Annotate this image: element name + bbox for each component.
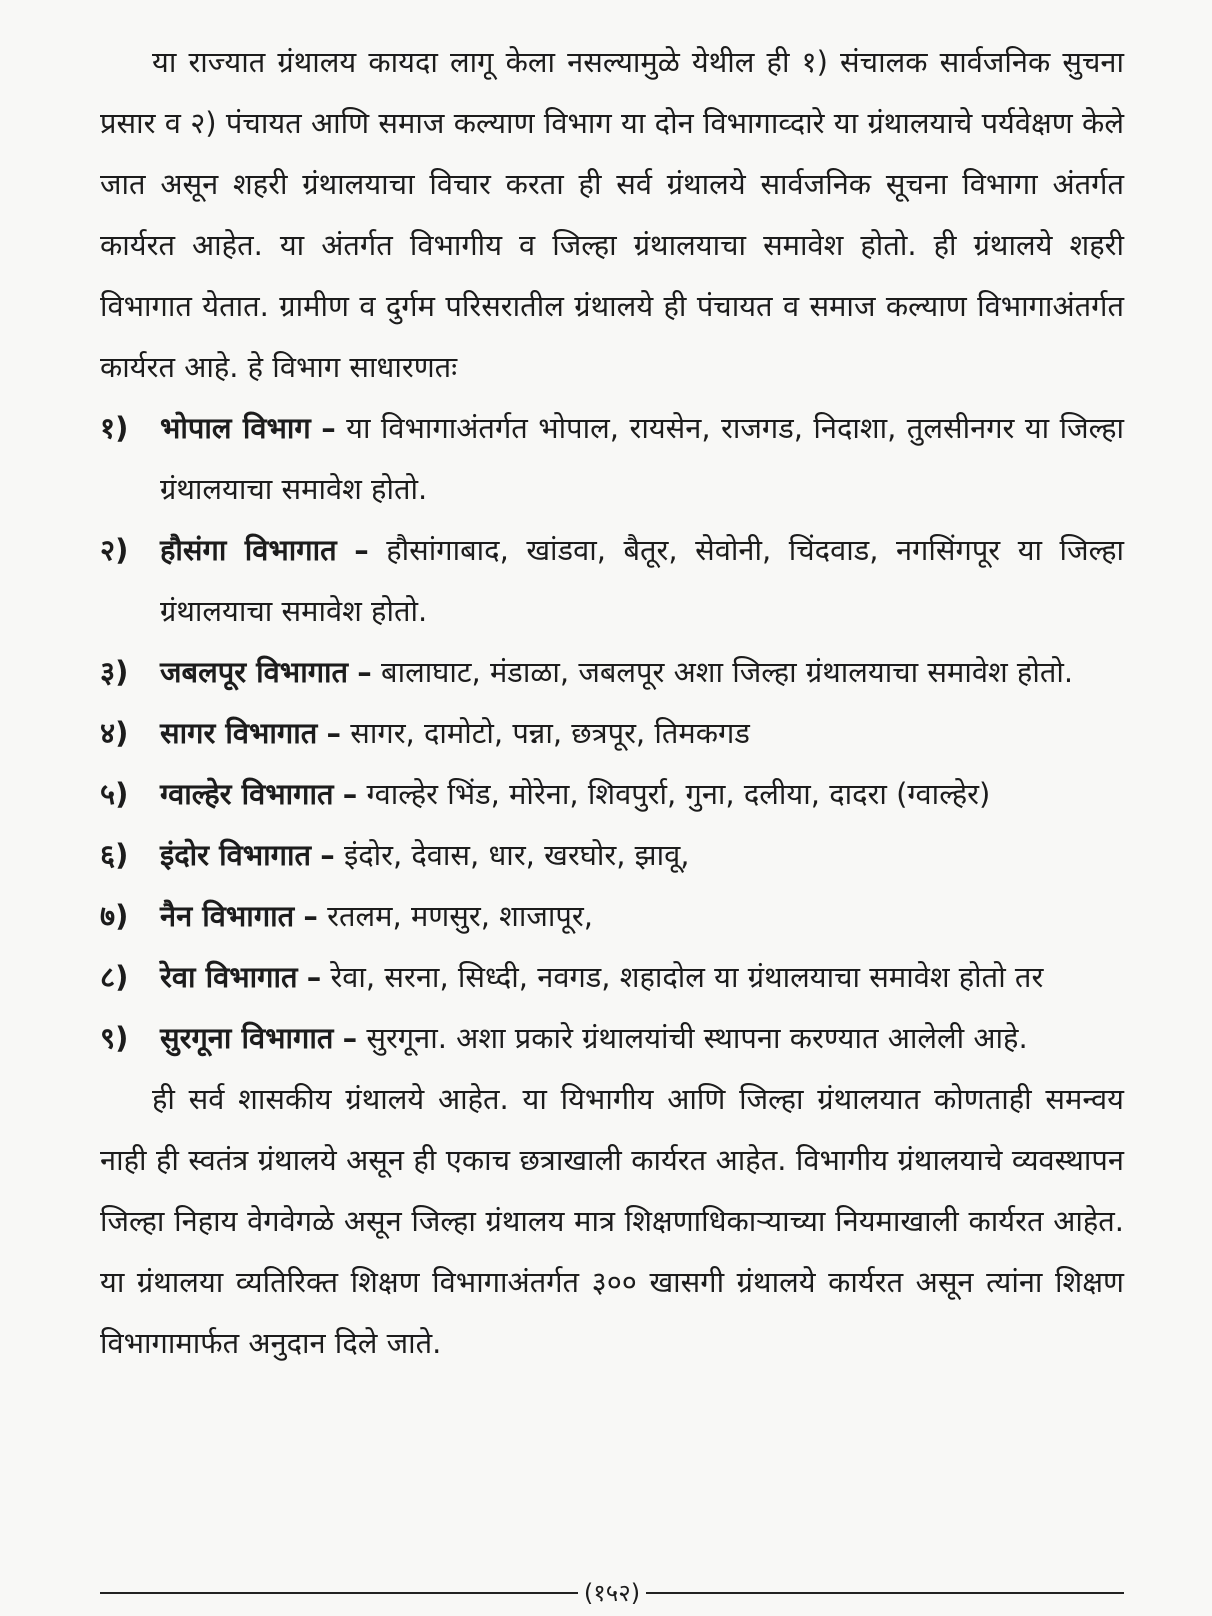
division-name: ग्वाल्हेर विभागात bbox=[160, 777, 334, 811]
division-item bbox=[100, 947, 1124, 1008]
footer-rule-right bbox=[646, 1592, 1124, 1594]
division-text: सागर, दामोटो, पन्ना, छत्रपूर, तिमकगड bbox=[350, 716, 750, 750]
division-text: हौसांगाबाद, खांडवा, बैतूर, सेवोनी, चिंदवाड, नगसिंगपूर या जिल्हा ग्रंथालयाचा समावेश होतो. bbox=[160, 533, 1124, 628]
division-text: या विभागाअंतर्गत भोपाल, रायसेन, राजगड, निदाशा, तुलसीनगर या जिल्हा ग्रंथालयाचा समावेश होतो. bbox=[160, 411, 1125, 506]
division-dash: – bbox=[320, 838, 335, 872]
intro-paragraph: या राज्यात ग्रंथालय कायदा लागू केला नसल्यामुळे येथील ही १) संचालक सार्वजनिक सुचना प्रसार व २) पंचायत आणि समाज कल्याण विभाग या दोन विभागाव्दारे या ग्रंथालयाचे पर्यवेक्षण केले जात असून शहरी ग्रंथालयाचा विचार करता ही सर्व ग्रंथालये सार्वजनिक सूचना विभागा अंतर्गत कार्यरत आहेत. या अंतर्गत विभागीय व जिल्हा ग्रंथालयाचा समावेश होतो. ही ग्रंथालये शहरी विभागात येतात. ग्रामीण व दुर्गम परिसरातील ग्रंथालये ही पंचायत व समाज कल्याण विभागाअंतर्गत कार्यरत आहे. हे विभाग साधारणतः bbox=[100, 45, 1124, 384]
division-dash: – bbox=[342, 777, 358, 811]
item-number: ८) bbox=[100, 960, 129, 994]
division-name: इंदोर विभागात bbox=[160, 838, 312, 872]
division-name: रेवा विभागात bbox=[160, 960, 298, 994]
closing-paragraph: ही सर्व शासकीय ग्रंथालये आहेत. या यिभागीय आणि जिल्हा ग्रंथालयात कोणताही समन्वय नाही ही स्वतंत्र ग्रंथालये असून ही एकाच छत्राखाली कार्यरत आहेत. विभागीय ग्रंथालयाचे व्यवस्थापन जिल्हा निहाय वेगवेगळे असून जिल्हा ग्रंथालय मात्र शिक्षणाधिकाऱ्याच्या नियमाखाली कार्यरत आहेत. या ग्रंथालया व्यतिरिक्त शिक्षण विभागाअंतर्गत ३०० खासगी ग्रंथालये कार्यरत असून त्यांना शिक्षण विभागामार्फत अनुदान दिले जाते. bbox=[100, 1082, 1124, 1360]
division-text: बालाघाट, मंडाळा, जबलपूर अशा जिल्हा ग्रंथालयाचा समावेश होतो. bbox=[381, 655, 1074, 689]
item-number: २) bbox=[100, 533, 129, 567]
division-dash: – bbox=[342, 1021, 358, 1055]
division-item bbox=[100, 764, 1124, 825]
item-number: ९) bbox=[100, 1021, 129, 1055]
page-footer bbox=[100, 1576, 1124, 1609]
division-text: रतलम, मणसुर, शाजापूर, bbox=[327, 899, 593, 933]
division-text: रेवा, सरना, सिध्दी, नवगड, शहादोल या ग्रंथालयाचा समावेश होतो तर bbox=[330, 960, 1044, 994]
item-number: १) bbox=[100, 411, 129, 445]
division-item bbox=[100, 886, 1124, 947]
item-number: ७) bbox=[100, 899, 129, 933]
division-text: ग्वाल्हेर भिंड, मोरेना, शिवपुर्रा, गुना, दलीया, दादरा (ग्वाल्हेर) bbox=[366, 777, 991, 811]
body-text bbox=[100, 32, 1124, 1374]
footer-rule-left bbox=[100, 1592, 578, 1594]
division-dash: – bbox=[354, 533, 369, 567]
division-dash: – bbox=[303, 899, 318, 933]
division-dash: – bbox=[321, 411, 336, 445]
division-name: सुरगूना विभागात bbox=[160, 1021, 334, 1055]
division-dash: – bbox=[326, 716, 342, 750]
page-number: (१५२) bbox=[583, 1579, 641, 1607]
division-name: नैन विभागात bbox=[160, 899, 295, 933]
division-name: भोपाल विभाग bbox=[160, 411, 311, 445]
item-number: ५) bbox=[100, 777, 129, 811]
division-name: जबलपूर विभागात bbox=[160, 655, 349, 689]
item-number: ३) bbox=[100, 655, 129, 689]
division-item bbox=[100, 520, 1124, 642]
division-text: इंदोर, देवास, धार, खरघोर, झावू, bbox=[343, 838, 690, 872]
division-item bbox=[100, 642, 1124, 703]
division-name: सागर विभागात bbox=[160, 716, 318, 750]
division-text: सुरगूना. अशा प्रकारे ग्रंथालयांची स्थापना करण्यात आलेली आहे. bbox=[366, 1021, 1028, 1055]
division-item bbox=[100, 1008, 1124, 1069]
division-dash: – bbox=[357, 655, 372, 689]
division-dash: – bbox=[306, 960, 322, 994]
item-number: ६) bbox=[100, 838, 129, 872]
division-item bbox=[100, 703, 1124, 764]
division-item bbox=[100, 825, 1124, 886]
division-name: हौसंगा विभागात bbox=[160, 533, 337, 567]
divisions-list bbox=[100, 398, 1124, 1069]
division-item bbox=[100, 398, 1124, 520]
item-number: ४) bbox=[100, 716, 129, 750]
